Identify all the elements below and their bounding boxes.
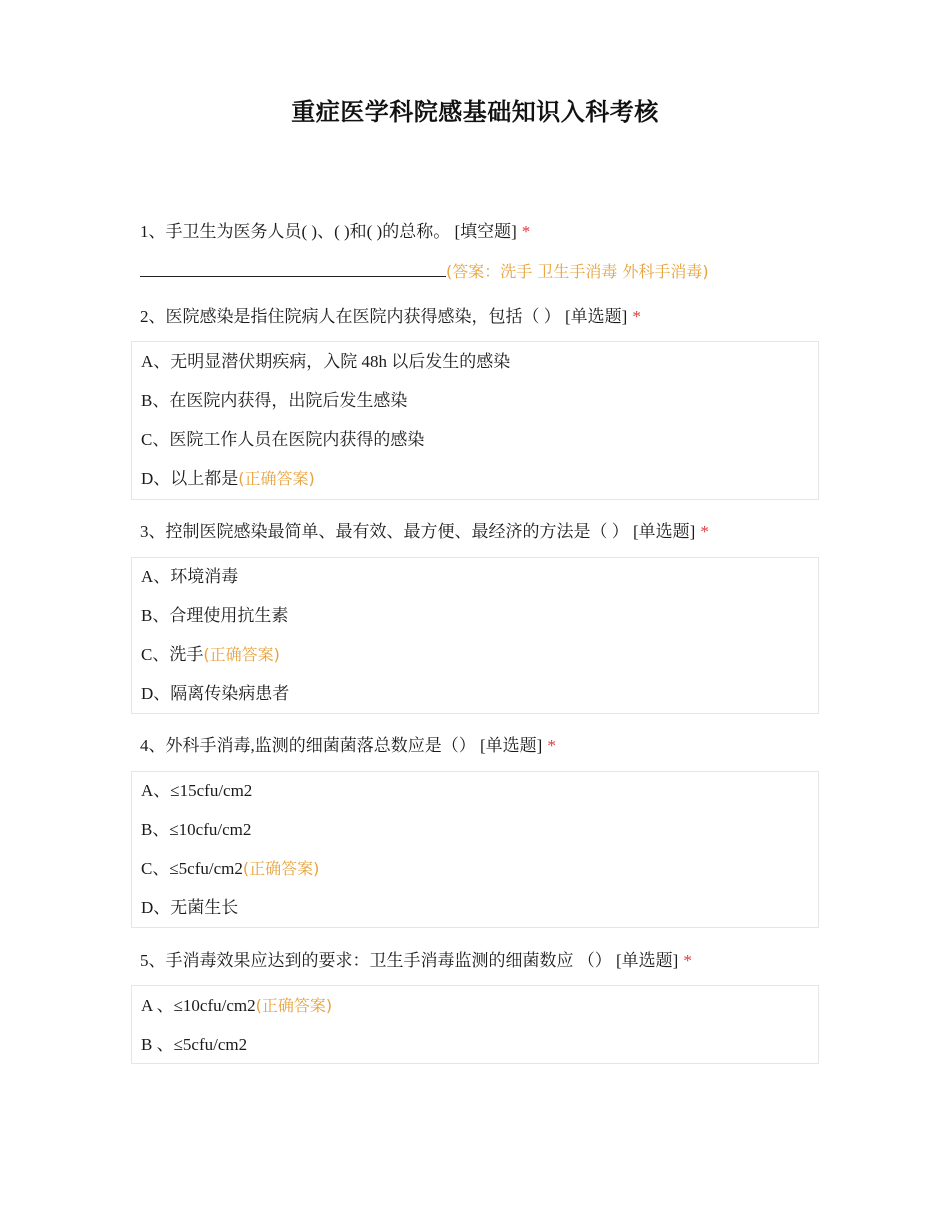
question-3 (140, 521, 709, 543)
question-4-options (131, 771, 819, 928)
question-4 (140, 735, 556, 757)
option-d[interactable] (141, 468, 315, 490)
option-label: A、环境消毒 (141, 567, 239, 586)
option-c[interactable] (141, 644, 280, 666)
option-b[interactable] (141, 1034, 247, 1056)
option-c[interactable] (141, 429, 424, 451)
option-d[interactable] (141, 897, 238, 919)
required-star: * (700, 522, 709, 541)
required-star: * (683, 951, 692, 970)
correct-answer-tag: (正确答案) (203, 645, 280, 664)
question-2-text: 2、医院感染是指住院病人在医院内获得感染，包括（ ） [单选题] (140, 307, 628, 326)
option-c[interactable] (141, 858, 319, 880)
option-label: C、医院工作人员在医院内获得的感染 (141, 430, 425, 449)
correct-answer-tag: (正确答案) (238, 469, 315, 488)
question-5-options (131, 985, 819, 1064)
required-star: * (547, 736, 556, 755)
question-2 (140, 306, 641, 328)
question-5 (140, 950, 692, 972)
question-1-text: 1、手卫生为医务人员( )、( )和( )的总称。 [填空题] (140, 222, 517, 241)
question-1 (140, 221, 530, 243)
correct-answer-tag: (正确答案) (242, 859, 320, 878)
question-5-text: 5、手消毒效果应达到的要求：卫生手消毒监测的细菌数应 （） [单选题] (140, 951, 679, 970)
option-label: A、无明显潜伏期疾病，入院 48h 以后发生的感染 (141, 352, 511, 371)
option-label: D、隔离传染病患者 (141, 684, 290, 703)
option-d[interactable] (141, 683, 289, 705)
option-a[interactable] (141, 995, 332, 1017)
question-4-text: 4、外科手消毒,监测的细菌菌落总数应是（） [单选题] (140, 736, 543, 755)
question-1-answer-line (140, 258, 709, 283)
correct-answer-tag: (正确答案) (255, 996, 333, 1015)
required-star: * (521, 222, 531, 241)
question-3-options (131, 557, 819, 714)
option-label: C、≤5cfu/cm2 (141, 859, 243, 878)
option-label: B 、≤5cfu/cm2 (141, 1035, 248, 1054)
option-label: B、在医院内获得，出院后发生感染 (141, 391, 408, 410)
option-b[interactable] (141, 819, 251, 841)
option-b[interactable] (141, 390, 407, 412)
page-title: 重症医学科院感基础知识入科考核 (291, 98, 659, 126)
question-1-answer: (答案：洗手 卫生手消毒 外科手消毒) (446, 262, 709, 281)
option-label: A、≤15cfu/cm2 (141, 781, 253, 800)
option-label: B、合理使用抗生素 (141, 606, 289, 625)
option-b[interactable] (141, 605, 288, 627)
option-label: C、洗手 (141, 645, 204, 664)
option-label: D、以上都是 (141, 469, 239, 488)
question-3-text: 3、控制医院感染最简单、最有效、最方便、最经济的方法是（ ） [单选题] (140, 522, 696, 541)
option-a[interactable] (141, 780, 252, 802)
option-label: D、无菌生长 (141, 898, 239, 917)
option-label: B、≤10cfu/cm2 (141, 820, 252, 839)
option-a[interactable] (141, 566, 238, 588)
question-2-options (131, 341, 819, 500)
option-a[interactable] (141, 351, 510, 373)
required-star: * (632, 307, 641, 326)
option-label: A 、≤10cfu/cm2 (141, 996, 256, 1015)
fill-blank-line[interactable] (140, 258, 446, 277)
